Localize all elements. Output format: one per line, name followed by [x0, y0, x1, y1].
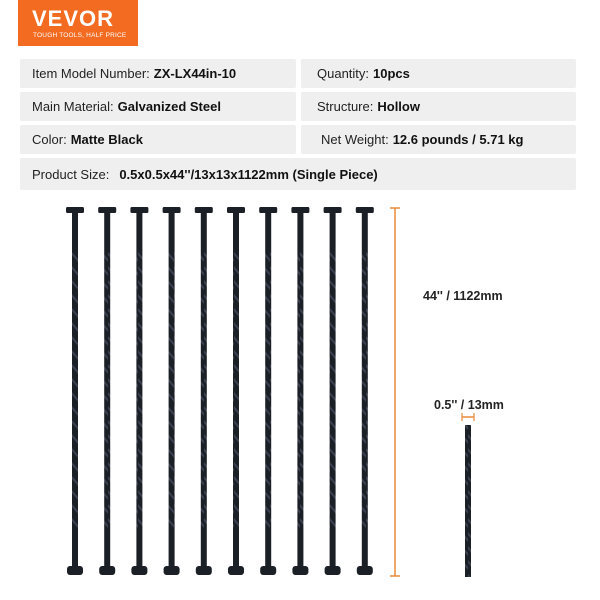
spec-material-label: Main Material: [32, 99, 114, 114]
baluster-foot [330, 530, 336, 566]
baluster-foot [201, 530, 207, 566]
baluster-neck [201, 212, 207, 250]
baluster-bottom-bracket [325, 566, 341, 575]
spec-quantity-label: Quantity: [317, 66, 370, 81]
baluster [98, 207, 116, 575]
baluster-bottom-bracket [228, 566, 244, 575]
baluster-bottom-bracket [196, 566, 212, 575]
baluster-foot [265, 530, 271, 566]
baluster-foot [169, 530, 175, 566]
baluster-bottom-bracket [131, 566, 147, 575]
baluster-twist [297, 250, 303, 530]
baluster [66, 207, 84, 575]
baluster-neck [233, 212, 239, 250]
baluster [291, 207, 309, 575]
baluster-twist [169, 250, 175, 530]
baluster-bottom-bracket [164, 566, 180, 575]
baluster-foot [362, 530, 368, 566]
baluster-bottom-bracket [67, 566, 83, 575]
baluster-bottom-bracket [292, 566, 308, 575]
spec-color-label: Color: [32, 132, 67, 147]
baluster-neck [265, 212, 271, 250]
single-baluster [465, 425, 471, 577]
baluster [324, 207, 342, 575]
spec-color-value: Matte Black [70, 132, 143, 147]
baluster-neck [72, 212, 78, 250]
spec-structure-value: Hollow [377, 99, 420, 114]
baluster-twist [72, 250, 78, 530]
baluster-twist [265, 250, 271, 530]
baluster-neck [104, 212, 110, 250]
baluster [195, 207, 213, 575]
baluster-foot [233, 530, 239, 566]
baluster-neck [297, 212, 303, 250]
spec-quantity-value: 10pcs [373, 66, 410, 81]
baluster-bottom-bracket [260, 566, 276, 575]
spec-weight-value: 12.6 pounds / 5.71 kg [392, 132, 524, 147]
baluster-neck [330, 212, 336, 250]
height-label: 44'' / 1122mm [423, 289, 503, 303]
spec-material-value: Galvanized Steel [117, 99, 221, 114]
baluster-foot [136, 530, 142, 566]
baluster-neck [169, 212, 175, 250]
spec-model-value: ZX-LX44in-10 [153, 66, 237, 81]
baluster-twist [233, 250, 239, 530]
width-label: 0.5'' / 13mm [434, 398, 504, 412]
baluster-bottom-bracket [99, 566, 115, 575]
brand-name: VEVOR [32, 6, 115, 31]
baluster [356, 207, 374, 575]
spec-size-label: Product Size: [32, 166, 110, 182]
baluster-bottom-bracket [357, 566, 373, 575]
spec-model-label: Item Model Number: [32, 66, 150, 81]
baluster-neck [136, 212, 142, 250]
baluster [163, 207, 181, 575]
baluster-twist [104, 250, 110, 530]
spec-size-value: 0.5x0.5x44''/13x13x1122mm (Single Piece) [119, 166, 378, 182]
brand-tagline: TOUGH TOOLS, HALF PRICE [33, 32, 127, 39]
baluster-neck [362, 212, 368, 250]
spec-weight-label: Net Weight: [321, 132, 389, 147]
baluster-foot [72, 530, 78, 566]
baluster-twist [136, 250, 142, 530]
baluster-foot [104, 530, 110, 566]
baluster [259, 207, 277, 575]
baluster-twist [330, 250, 336, 530]
baluster [130, 207, 148, 575]
baluster-twist [362, 250, 368, 530]
baluster-foot [297, 530, 303, 566]
spec-structure-label: Structure: [317, 99, 374, 114]
baluster [227, 207, 245, 575]
baluster-twist [201, 250, 207, 530]
